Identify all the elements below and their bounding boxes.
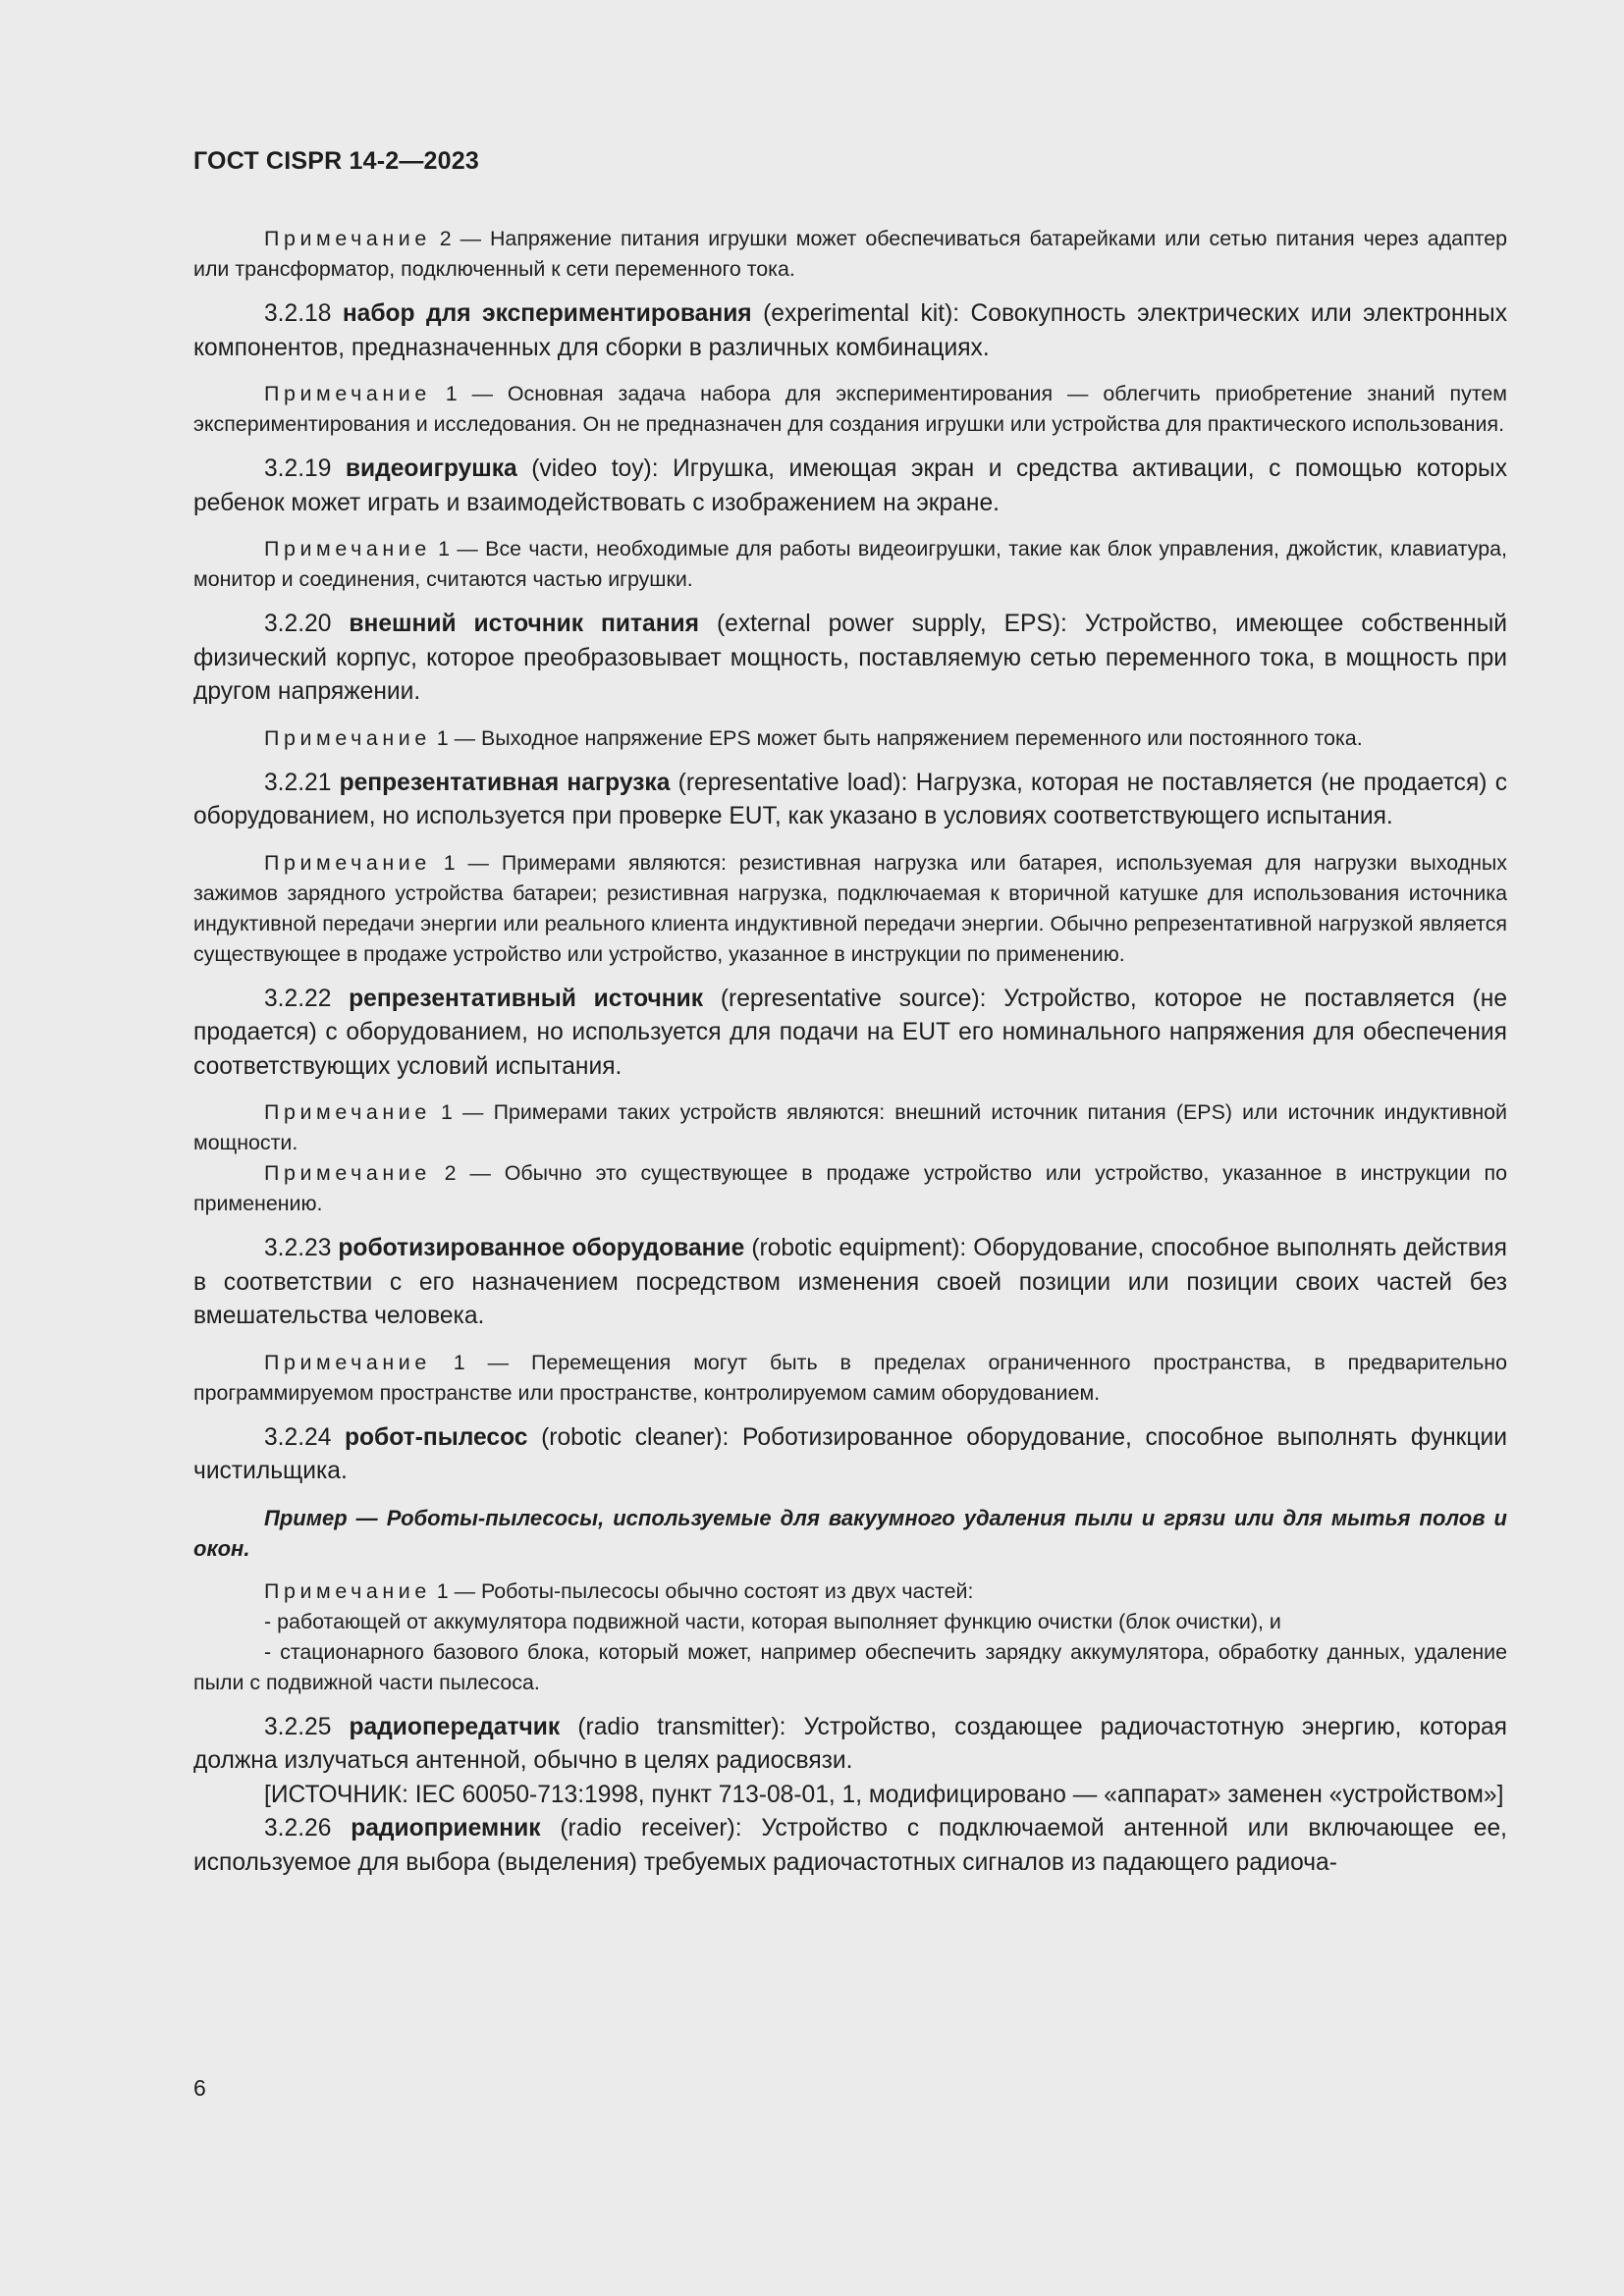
term-name: репрезентативный источник	[349, 985, 704, 1012]
note-paragraph: Примечание 1 — Примерами таких устройств являются: внешний источник питания (EPS) или источник индуктивной мощности.	[193, 1100, 1507, 1154]
term-name: роботизированное оборудование	[338, 1235, 745, 1261]
source-reference: [ИСТОЧНИК: IEC 60050-713:1998, пункт 713-08-01, 1, модифицировано — «аппарат» заменен «устройством»]	[264, 1781, 1504, 1808]
note-paragraph: Примечание 1 — Перемещения могут быть в пределах ограниченного пространства, в предварительно программируемом пространстве или пространстве, контролируемом самим оборудованием.	[193, 1350, 1508, 1405]
term-number: 3.2.19	[264, 455, 346, 482]
list-item: - работающей от аккумулятора подвижной части, которая выполняет функцию очистки (блок очистки), и	[264, 1609, 1281, 1633]
note-text: Основная задача набора для экспериментирования — облегчить приобретение знаний путем экспериментирования и исследования. Он не предназначен для создания игрушки или устройства для практического использования.	[193, 382, 1507, 436]
term-definition	[193, 297, 1507, 365]
note-text: Напряжение питания игрушки может обеспечиваться батарейками или сетью питания через адаптер или трансформатор, подключенный к сети переменного тока.	[193, 227, 1507, 281]
term-name: радиоприемник	[351, 1815, 541, 1842]
note-text: Перемещения могут быть в пределах ограниченного пространства, в предварительно программируемом пространстве или пространстве, контролируемом самим оборудованием.	[193, 1350, 1508, 1405]
term-number: 3.2.25	[264, 1713, 350, 1740]
term-number: 3.2.23	[264, 1235, 339, 1261]
term-number: 3.2.20	[264, 611, 350, 637]
note-label: Примечание	[264, 382, 431, 405]
term-definition	[193, 453, 1507, 520]
note-label: Примечание	[264, 850, 431, 875]
note-text: Примерами таких устройств являются: внешний источник питания (EPS) или источник индуктивной мощности.	[193, 1100, 1507, 1154]
term-text: (radio transmitter): Устройство, создающее радиочастотную энергию, которая должна излучаться антенной, обычно в целях радиосвязи.	[193, 1713, 1507, 1774]
term-text: (representative load): Нагрузка, которая не поставляется (не продается) с оборудованием, но используется при проверке EUT, как указано в условиях соответствующего испытания.	[193, 769, 1507, 829]
term-text: (robotic equipment): Оборудование, способное выполнять действия в соответствии с его назначением посредством изменения своей позиции или позиции своих частей без вмешательства человека.	[193, 1235, 1507, 1329]
note-paragraph: Примечание 2 — Напряжение питания игрушки может обеспечиваться батарейками или сетью питания через адаптер или трансформатор, подключенный к сети переменного тока.	[193, 227, 1507, 281]
note-text: Обычно это существующее в продаже устройство или устройство, указанное в инструкции по применению.	[193, 1161, 1507, 1215]
term-definition	[193, 1711, 1507, 1779]
term-text: (experimental kit): Совокупность электрических или электронных компонентов, предназначенных для сборки в различных комбинациях.	[193, 300, 1507, 361]
term-name: внешний источник питания	[349, 611, 700, 637]
note-label: Примечание	[264, 537, 431, 561]
term-definition	[193, 983, 1507, 1085]
term-definition	[193, 608, 1507, 710]
note-text: Роботы-пылесосы обычно состоят из двух частей:	[480, 1578, 974, 1603]
term-definition	[193, 1232, 1507, 1334]
document-body	[193, 224, 1507, 1880]
note-text: Примерами являются: резистивная нагрузка или батарея, используемая для нагрузки выходных зажимов зарядного устройства батареи; резистивная нагрузка, подключаемая к вторичной катушке для использования источника индуктивной передачи энергии или реального клиента индуктивной передачи энергии. Обычно репрезентативной нагрузкой является существующее в продаже устройство или устройство, указанное в инструкции по применению.	[193, 850, 1507, 966]
example-paragraph: Пример — Роботы-пылесосы, используемые для вакуумного удаления пыли и грязи или для мытья полов и окон.	[193, 1505, 1507, 1561]
document-header: ГОСТ CISPR 14-2—2023	[193, 147, 479, 175]
note-paragraph: Примечание 1 — Основная задача набора для экспериментирования — облегчить приобретение знаний путем экспериментирования и исследования. Он не предназначен для создания игрушки или устройства для практического использования.	[193, 382, 1507, 436]
term-text: (video toy): Игрушка, имеющая экран и средства активации, с помощью которых ребенок может играть и взаимодействовать с изображением на экране.	[193, 455, 1508, 516]
term-definition	[193, 1812, 1507, 1880]
list-item: - стационарного базового блока, который может, например обеспечить зарядку аккумулятора, обработку данных, удаление пыли с подвижной части пылесоса.	[193, 1639, 1507, 1694]
term-text: (external power supply, EPS): Устройство, имеющее собственный физический корпус, которое преобразовывает мощность, поставляемую сетью переменного тока, в мощность при другом напряжении.	[193, 611, 1507, 705]
term-definition	[193, 767, 1507, 834]
note-paragraph: Примечание 1 — Примерами являются: резистивная нагрузка или батарея, используемая для нагрузки выходных зажимов зарядного устройства батареи; резистивная нагрузка, подключаемая к вторичной катушке для использования источника индуктивной передачи энергии или реального клиента индуктивной передачи энергии. Обычно репрезентативной нагрузкой является существующее в продаже устройство или устройство, указанное в инструкции по применению.	[193, 850, 1507, 966]
term-number: 3.2.26	[264, 1815, 352, 1842]
note-paragraph: Примечание 1 — Выходное напряжение EPS может быть напряжением переменного или постоянного тока.	[264, 725, 1363, 750]
term-name: репрезентативная нагрузка	[339, 769, 671, 796]
note-paragraph: Примечание 2 — Обычно это существующее в продаже устройство или устройство, указанное в инструкции по применению.	[193, 1161, 1507, 1215]
term-name: робот-пылесос	[345, 1423, 528, 1451]
term-name: видеоигрушка	[345, 455, 517, 482]
note-paragraph: Примечание 1 — Все части, необходимые для работы видеоигрушки, такие как блок управления, джойстик, клавиатура, монитор и соединения, считаются частью игрушки.	[193, 537, 1507, 591]
term-number: 3.2.22	[264, 985, 350, 1012]
term-definition	[193, 1421, 1507, 1489]
note-text: Все части, необходимые для работы видеоигрушки, такие как блок управления, джойстик, клавиатура, монитор и соединения, считаются частью игрушки.	[193, 537, 1507, 591]
note-label: Примечание	[264, 1100, 431, 1124]
note-label: Примечание	[264, 1161, 431, 1185]
term-number: 3.2.24	[264, 1423, 345, 1451]
term-number: 3.2.21	[264, 769, 340, 796]
note-label: Примечание	[264, 1578, 431, 1603]
note-label: Примечание	[264, 725, 431, 750]
note-label: Примечание	[264, 1350, 431, 1374]
term-name: радиопередатчик	[349, 1713, 561, 1740]
term-text: (robotic cleaner): Роботизированное оборудование, способное выполнять функции чистильщика.	[193, 1423, 1507, 1484]
term-number: 3.2.18	[264, 300, 343, 327]
note-paragraph: Примечание 1 — Роботы-пылесосы обычно состоят из двух частей:	[264, 1578, 974, 1603]
note-label: Примечание	[264, 227, 431, 250]
term-name: набор для экспериментирования	[342, 300, 752, 327]
term-text: (representative source): Устройство, которое не поставляется (не продается) с оборудованием, но используется для подачи на EUT его номинального напряжения для обеспечения соответствующих условий испытания.	[193, 985, 1507, 1080]
term-text: (radio receiver): Устройство с подключаемой антенной или включающее ее, используемое для выбора (выделения) требуемых радиочастотных сигналов из падающего радиоча-	[193, 1815, 1507, 1876]
note-text: Выходное напряжение EPS может быть напряжением переменного или постоянного тока.	[480, 725, 1363, 750]
page-number: 6	[193, 2075, 206, 2101]
